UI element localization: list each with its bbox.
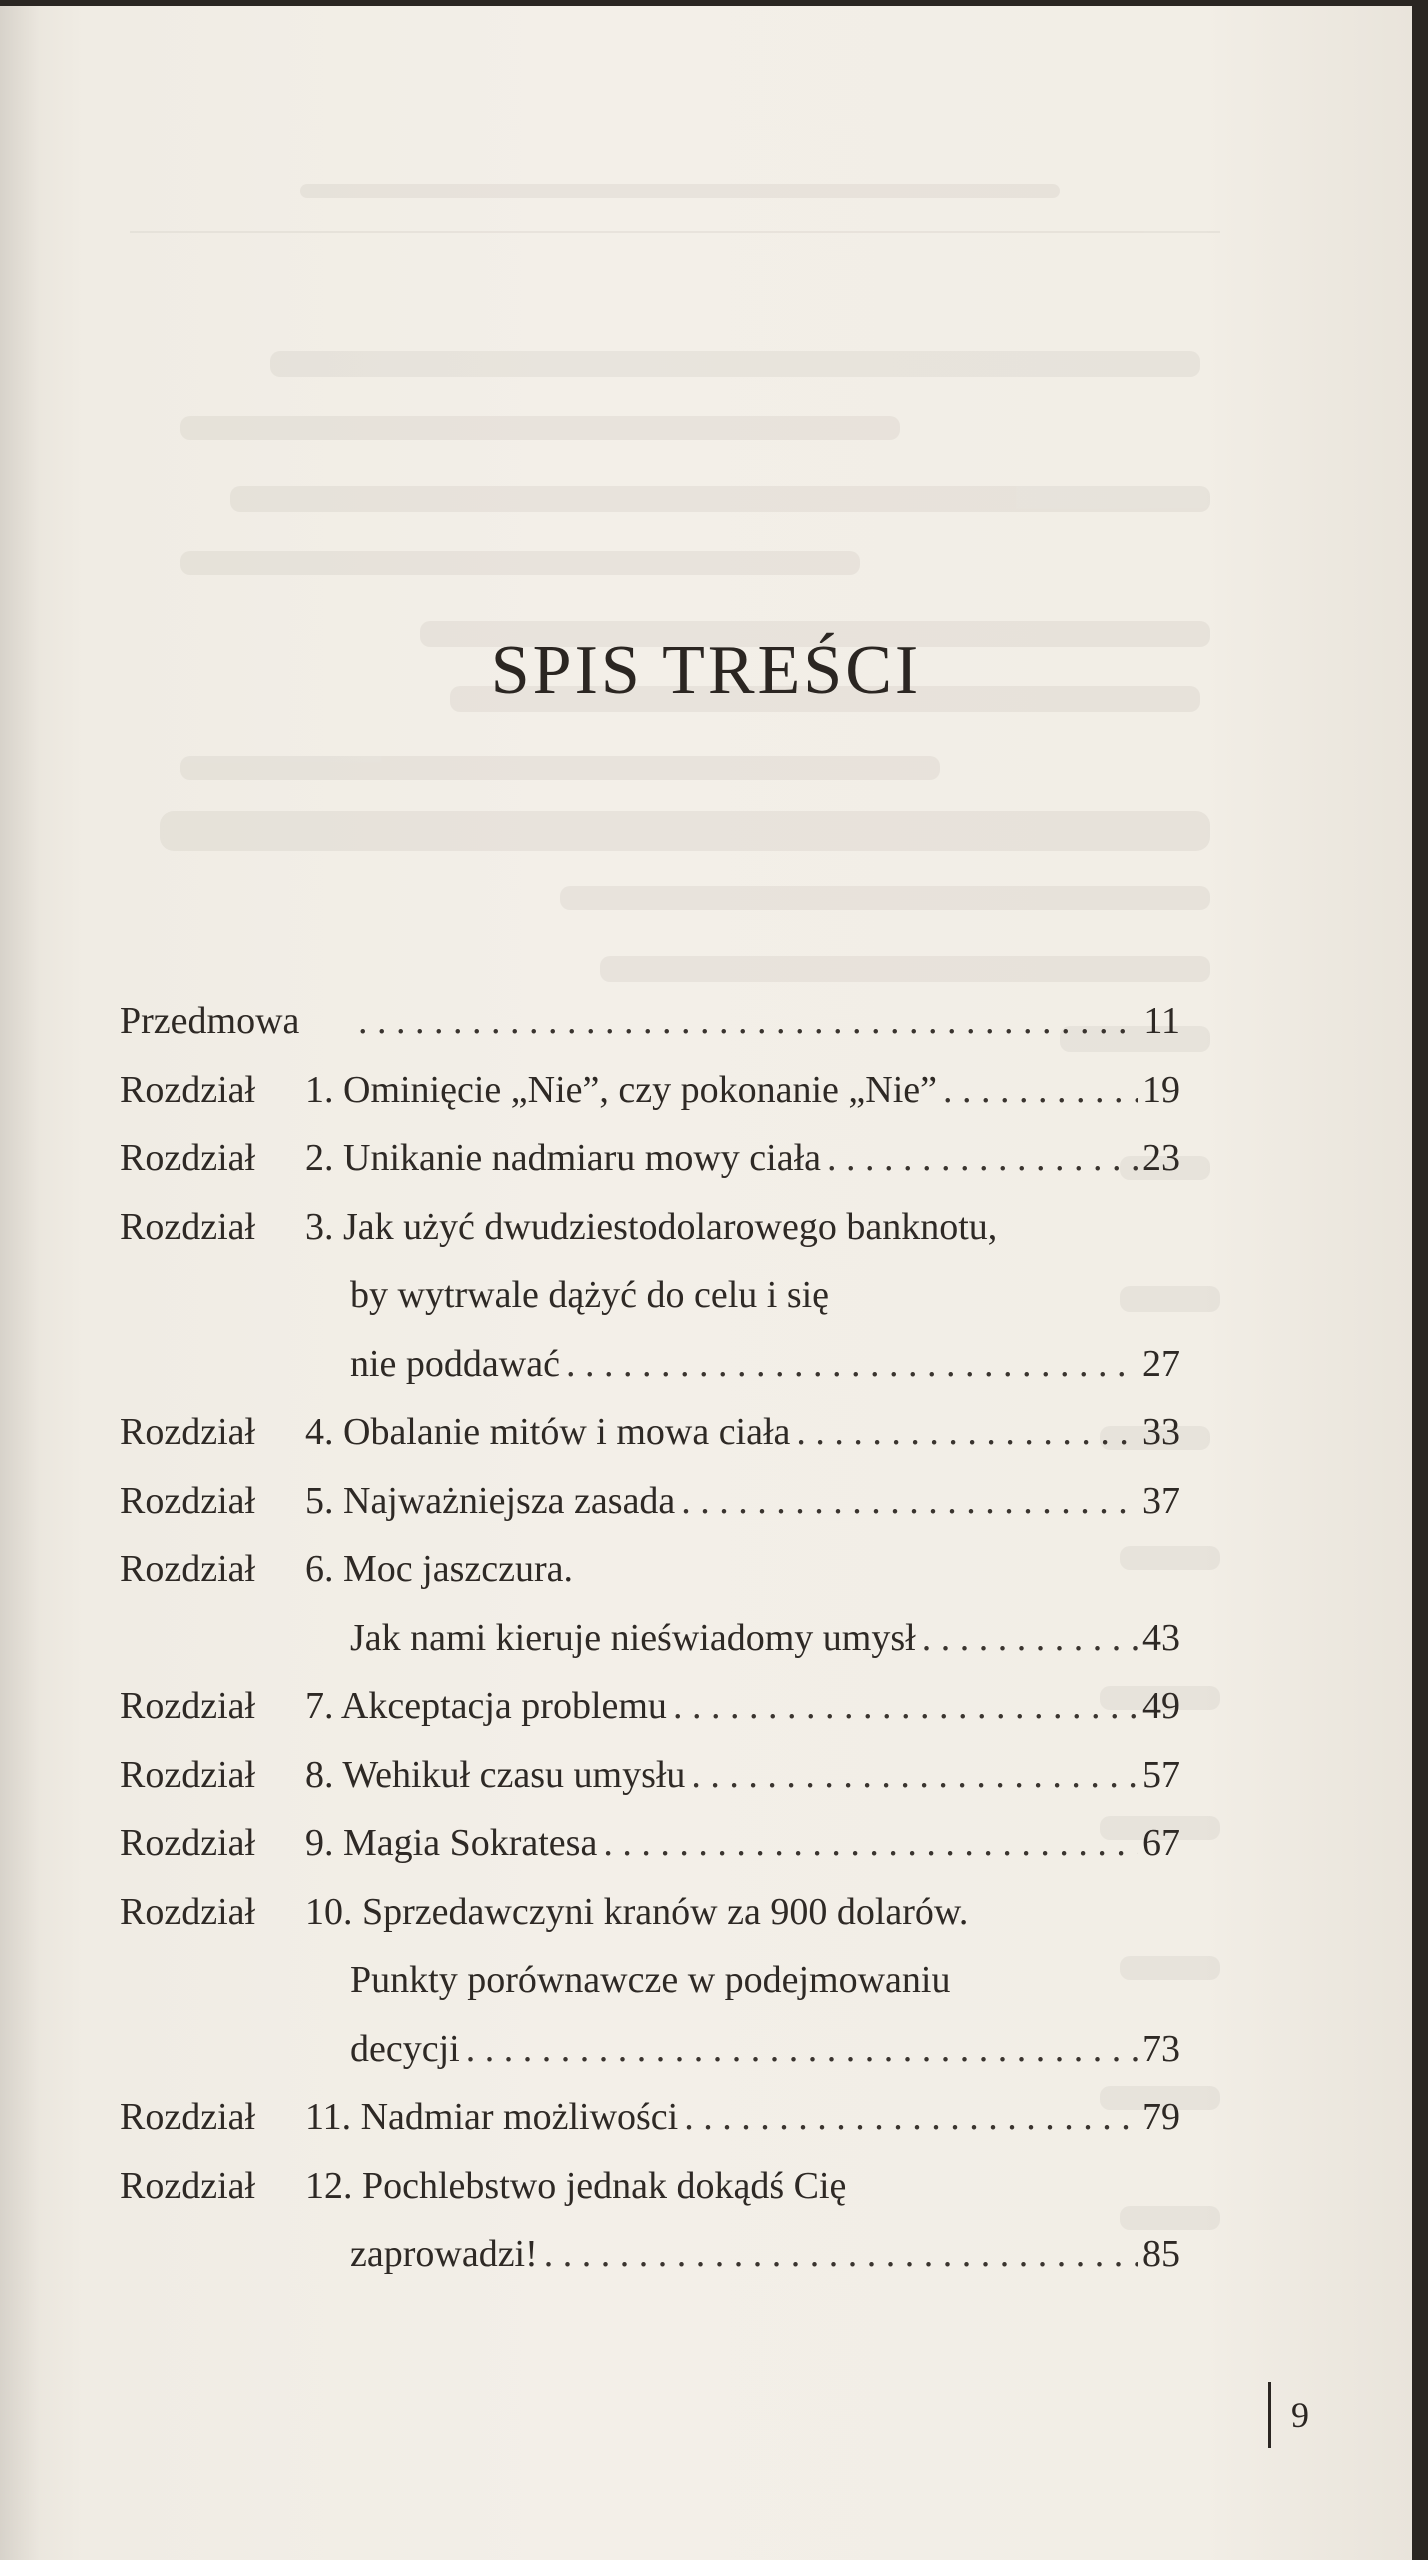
toc-line [120,1608,1180,1668]
toc-entry-label: Rozdział [120,1548,256,1590]
toc-entry-text: nie poddawać [350,1342,560,1385]
toc-entry-text: 2. Unikanie nadmiaru mowy ciała [305,1137,822,1179]
toc-entry-page: 19 [1142,1068,1180,1111]
dot-leader [466,2019,1138,2079]
toc-entry-text: 11. Nadmiar możliwości [305,2096,679,2138]
toc-entry-page: 11 [1143,1000,1180,1042]
dot-leader [796,1402,1138,1462]
toc-entry-text: 4. Obalanie mitów i mowa ciała [305,1411,791,1453]
toc-entry-label: Rozdział [120,1137,256,1179]
toc-entry-text: Jak nami kieruje nieświadomy umysł [350,1616,916,1659]
dot-leader [681,1471,1138,1531]
toc-entry-title [350,2224,1180,2284]
dot-leader [358,991,1139,1051]
toc-line [120,1128,1180,1188]
toc-line [120,1676,1180,1736]
toc-entry-text: 9. Magia Sokratesa [305,1822,598,1864]
toc-entry-text: zaprowadzi! [350,2233,538,2275]
toc-entry-label: Rozdział [120,2096,256,2138]
toc-line [120,991,1180,1051]
toc-entry-title [305,1745,1180,1805]
toc-entry-text: 12. Pochlebstwo jednak dokądś Cię [305,2164,847,2207]
toc-entry-label: Rozdział [120,1479,256,1522]
toc-entry-title [305,1402,1180,1462]
toc-entry-page: 67 [1142,1822,1180,1864]
toc-entry-page: 79 [1142,2096,1180,2138]
toc-entry-title [350,1334,1180,1394]
toc-entry-label: Rozdział [120,2164,256,2207]
toc-entry-label: Rozdział [120,1205,256,1248]
toc-entry-text: 10. Sprzedawczyni kranów za 900 dolarów. [305,1890,969,1933]
toc-entry-label: Rozdział [120,1068,256,1111]
dot-leader [684,2087,1138,2147]
toc-entry-text: 6. Moc jaszczura. [305,1548,573,1590]
toc-entry-label: Rozdział [120,1411,256,1453]
toc-line [120,2224,1180,2284]
toc-line [120,1402,1180,1462]
dot-leader [673,1676,1138,1736]
book-page [0,6,1412,2560]
toc-entry-label: Rozdział [120,1685,256,1727]
toc-entry-title [350,1608,1180,1668]
toc-line [120,1265,1180,1325]
toc-entry-page: 49 [1142,1685,1180,1727]
toc-entry-title [305,2087,1180,2147]
toc-line [120,1882,1180,1942]
toc-entry-page: 27 [1142,1342,1180,1385]
toc-entry-text: 5. Najważniejsza zasada [305,1479,676,1522]
toc-line [120,1745,1180,1805]
toc-entry-title [305,1471,1180,1531]
dot-leader [566,1334,1138,1394]
toc-entry-page: 23 [1142,1137,1180,1179]
toc-entry-text: by wytrwale dążyć do celu i się [350,1274,830,1316]
toc-line [120,1060,1180,1120]
toc-entry-title [305,1813,1180,1873]
toc-entry-title [352,991,1180,1051]
toc-entry-text: 7. Akceptacja problemu [305,1685,667,1727]
page-number: 9 [1268,2382,1309,2448]
toc-entry-page: 73 [1142,2027,1180,2070]
dot-leader [544,2224,1138,2284]
toc-entry-page: 37 [1142,1479,1180,1522]
dot-leader [827,1128,1138,1188]
toc-line [120,1334,1180,1394]
toc-entry-label: Rozdział [120,1890,256,1933]
toc-line [120,1539,1180,1599]
toc-entry-text: decycji [350,2027,460,2070]
toc-entry-label: Przedmowa [120,1000,300,1042]
toc-entry-title [350,2019,1180,2079]
toc-line [120,1950,1180,2010]
toc-entry-page: 43 [1142,1616,1180,1659]
toc-line [120,2156,1180,2216]
toc-line [120,1813,1180,1873]
toc-line [120,2087,1180,2147]
dot-leader [603,1813,1138,1873]
toc-entry-label: Rozdział [120,1753,256,1796]
dot-leader [691,1745,1138,1805]
toc-line [120,1471,1180,1531]
toc-entry-page: 33 [1142,1411,1180,1453]
toc-entry-label: Rozdział [120,1822,256,1864]
toc-line [120,1197,1180,1257]
toc-entry-text: 1. Ominięcie „Nie”, czy pokonanie „Nie” [305,1068,937,1111]
toc-entry-page: 85 [1142,2233,1180,2275]
toc-entry-text: 8. Wehikuł czasu umysłu [305,1753,686,1796]
toc-line [120,2019,1180,2079]
toc-entry-title [305,1128,1180,1188]
toc-entry-title [305,1676,1180,1736]
toc-entry-page: 57 [1142,1753,1180,1796]
page-title: SPIS TREŚCI [490,632,922,709]
toc-entry-title [305,1060,1180,1120]
dot-leader [922,1608,1138,1668]
toc-entry-text: Punkty porównawcze w podejmowaniu [350,1959,951,2001]
toc-entry-text: 3. Jak użyć dwudziestodolarowego banknotu, [305,1205,998,1248]
dot-leader [943,1060,1138,1120]
